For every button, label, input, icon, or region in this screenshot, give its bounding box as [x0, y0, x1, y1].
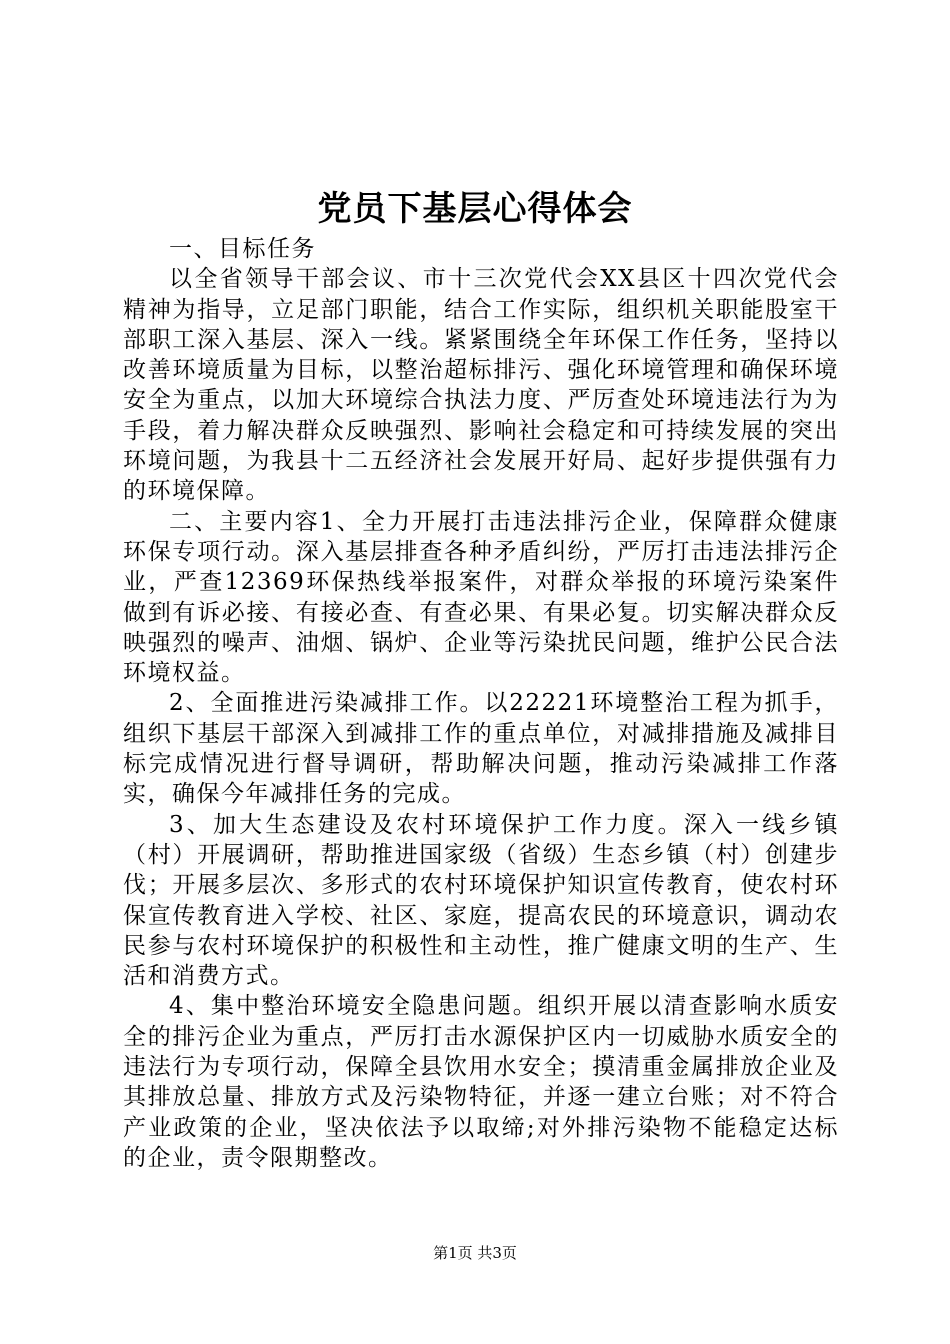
document-title: 党员下基层心得体会 — [317, 189, 633, 229]
paragraph: 2、全面推进污染减排工作。以22221环境整治工程为抓手，组织下基层干部深入到减排工作的重点单位，对减排措施及减排目标完成情况进行督导调研，帮助解决问题，推动污染减排工作落实，确保今年减排任务的完成。 — [123, 690, 839, 808]
section-heading-goals: 一、目标任务 — [169, 236, 316, 262]
paragraph: 4、集中整治环境安全隐患问题。组织开展以清查影响水质安全的排污企业为重点，严厉打击水源保护区内一切威胁水质安全的违法行为专项行动，保障全县饮用水安全；摸清重金属排放企业及其排放总量、排放方式及污染物特征，并逐一建立台账；对不符合产业政策的企业，坚决依法予以取缔;对外排污染物不能稳定达标的企业，责令限期整改。 — [123, 993, 839, 1171]
page-footer: 第1页 共3页 — [433, 1244, 517, 1262]
document-body — [123, 234, 839, 1173]
paragraph: 3、加大生态建设及农村环境保护工作力度。深入一线乡镇（村）开展调研，帮助推进国家级（省级）生态乡镇（村）创建步伐；开展多层次、多形式的农村环境保护知识宣传教育，使农村环保宣传教育进入学校、社区、家庭，提高农民的环境意识，调动农民参与农村环境保护的积极性和主动性，推广健康文明的生产、生活和消费方式。 — [123, 811, 839, 990]
paragraph: 二、主要内容1、全力开展打击违法排污企业，保障群众健康环保专项行动。深入基层排查各种矛盾纠纷，严厉打击违法排污企业，严查12369环保热线举报案件，对群众举报的环境污染案件做到有诉必接、有接必查、有查必果、有果必复。切实解决群众反映强烈的噪声、油烟、锅炉、企业等污染扰民问题，维护公民合法环境权益。 — [123, 508, 839, 687]
paragraph: 以全省领导干部会议、市十三次党代会XX县区十四次党代会精神为指导，立足部门职能，结合工作实际，组织机关职能股室干部职工深入基层、深入一线。紧紧围绕全年环保工作任务，坚持以改善环境质量为目标，以整治超标排污、强化环境管理和确保环境安全为重点，以加大环境综合执法力度、严厉查处环境违法行为为手段，着力解决群众反映强烈、影响社会稳定和可持续发展的突出环境问题，为我县十二五经济社会发展开好局、起好步提供强有力的环境保障。 — [123, 266, 839, 505]
